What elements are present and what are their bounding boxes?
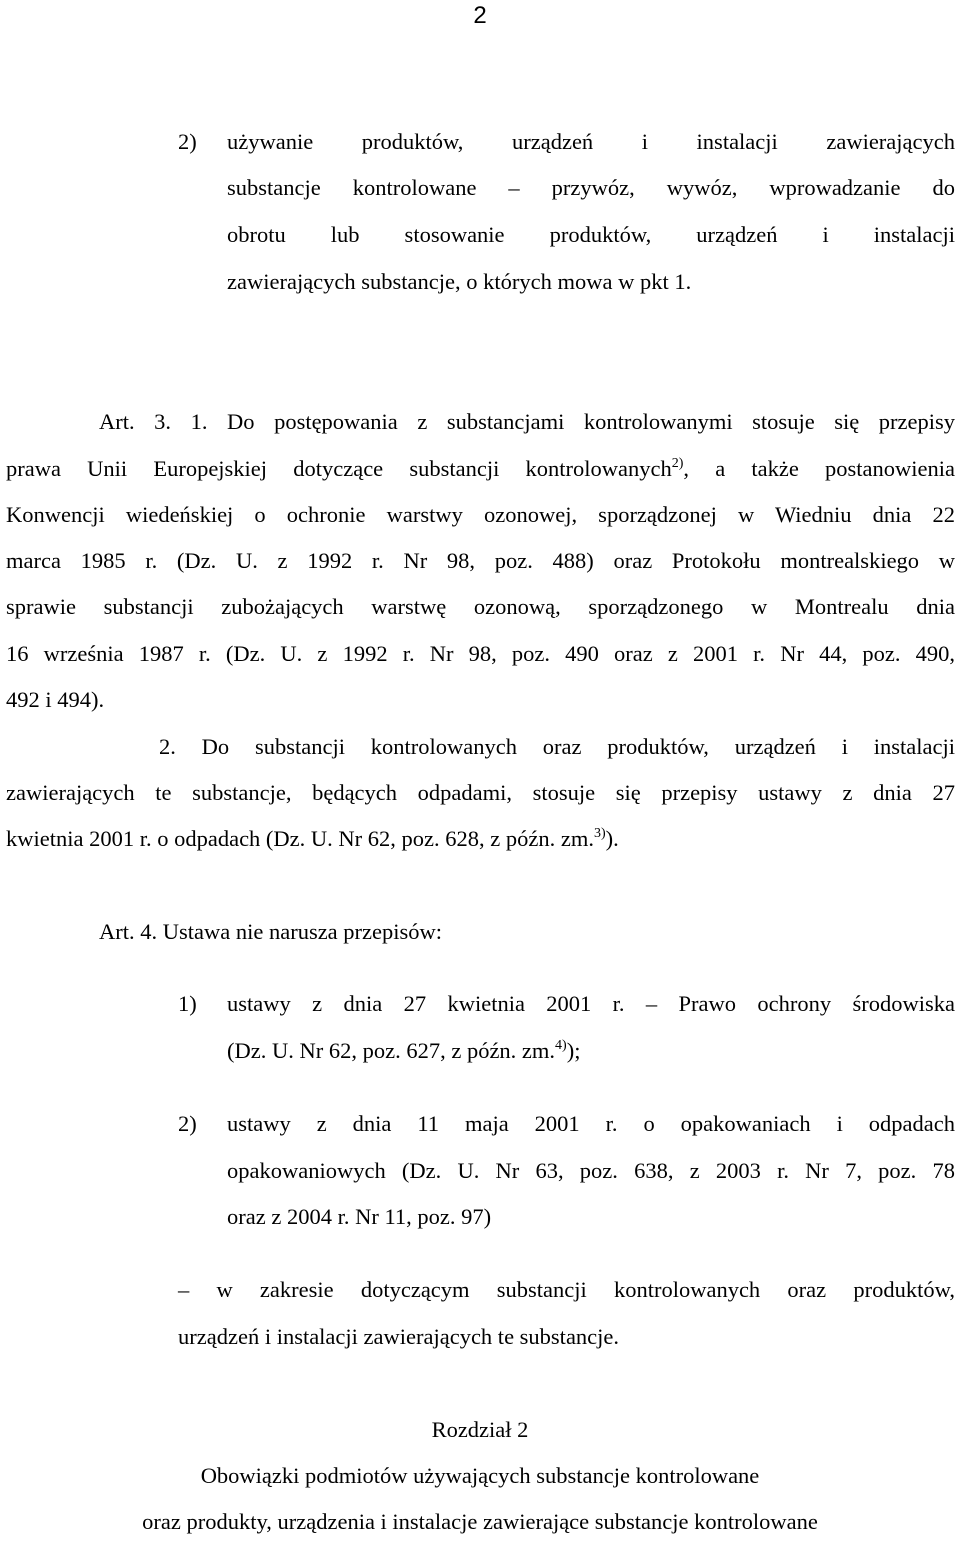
pkt2-line-4: zawierających substancje, o których mowa w pkt 1. xyxy=(227,269,692,294)
art3-ust1-line-1: Art. 3. 1. Do postępowania z substancjami kontrolowanymi stosuje się przepisy xyxy=(99,409,955,434)
art4-heading: Art. 4. Ustawa nie narusza przepisów: xyxy=(99,919,443,944)
art3-ust2-line-2: zawierających te substancje, będących odpadami, stosuje się przepisy ustawy z dnia 27 xyxy=(6,780,955,805)
art3-ust1-line-5: sprawie substancji zubożających warstwę ozonową, sporządzonego w Montrealu dnia xyxy=(6,594,955,619)
footnote-ref-2: 2) xyxy=(671,456,684,471)
art3-ust2-line-3-rest: ). xyxy=(605,826,619,851)
art3-ust1-line-2-rest: , a także postanowienia xyxy=(683,456,955,481)
art3-ust1-line-7: 492 i 494). xyxy=(6,687,105,712)
chapter-label: Rozdział 2 xyxy=(431,1417,529,1442)
footnote-ref-4: 4) xyxy=(555,1038,567,1053)
pkt2-marker: 2) xyxy=(178,129,197,154)
chapter-title-line-1: Obowiązki podmiotów używających substancje kontrolowane xyxy=(200,1463,760,1488)
art3-ust1-line-6: 16 września 1987 r. (Dz. U. z 1992 r. Nr 98, poz. 490 oraz z 2001 r. Nr 44, poz. 490, xyxy=(6,641,955,666)
art3-ust2-line-3 xyxy=(6,825,619,853)
art4-item-1-line-2-rest: ); xyxy=(566,1038,581,1063)
art3-ust2-line-1: 2. Do substancji kontrolowanych oraz produktów, urządzeń i instalacji xyxy=(159,734,955,759)
art4-closing-line-1: – w zakresie dotyczącym substancji kontrolowanych oraz produktów, xyxy=(178,1277,955,1302)
art3-ust1-line-4: marca 1985 r. (Dz. U. z 1992 r. Nr 98, poz. 488) oraz Protokołu montrealskiego w xyxy=(6,548,955,573)
chapter-title-line-2: oraz produkty, urządzenia i instalacje zawierające substancje kontrolowane xyxy=(142,1509,818,1534)
footnote-ref-3: 3) xyxy=(593,826,606,841)
art4-item-2-line-3: oraz z 2004 r. Nr 11, poz. 97) xyxy=(227,1204,492,1229)
art4-item-2-marker: 2) xyxy=(178,1111,197,1136)
art4-closing-line-2: urządzeń i instalacji zawierających te substancje. xyxy=(178,1324,620,1349)
art4-item-1-marker: 1) xyxy=(178,991,197,1016)
pkt2-line-1: używanie produktów, urządzeń i instalacji zawierających xyxy=(227,129,955,154)
art4-item-2-line-1: ustawy z dnia 11 maja 2001 r. o opakowaniach i odpadach xyxy=(227,1111,955,1136)
art4-item-1-line-2 xyxy=(227,1037,580,1065)
art3-ust1-line-2-text: prawa Unii Europejskiej dotyczące substancji kontrolowanych xyxy=(6,456,672,481)
art3-ust1-line-3: Konwencji wiedeńskiej o ochronie warstwy ozonowej, sporządzonej w Wiedniu dnia 22 xyxy=(6,502,955,527)
pkt2-line-2: substancje kontrolowane – przywóz, wywóz, wprowadzanie do xyxy=(227,175,955,200)
art4-item-1-line-2-text: (Dz. U. Nr 62, poz. 627, z późn. zm. xyxy=(227,1038,556,1063)
pkt2-line-3: obrotu lub stosowanie produktów, urządzeń i instalacji xyxy=(227,222,955,247)
page-number: 2 xyxy=(473,2,487,29)
art3-ust1-line-2 xyxy=(6,455,955,483)
art4-item-2-line-2: opakowaniowych (Dz. U. Nr 63, poz. 638, z 2003 r. Nr 7, poz. 78 xyxy=(227,1158,955,1183)
art4-item-1-line-1: ustawy z dnia 27 kwietnia 2001 r. – Prawo ochrony środowiska xyxy=(227,991,955,1016)
art3-ust2-line-3-text: kwietnia 2001 r. o odpadach (Dz. U. Nr 62, poz. 628, z późn. zm. xyxy=(6,826,594,851)
